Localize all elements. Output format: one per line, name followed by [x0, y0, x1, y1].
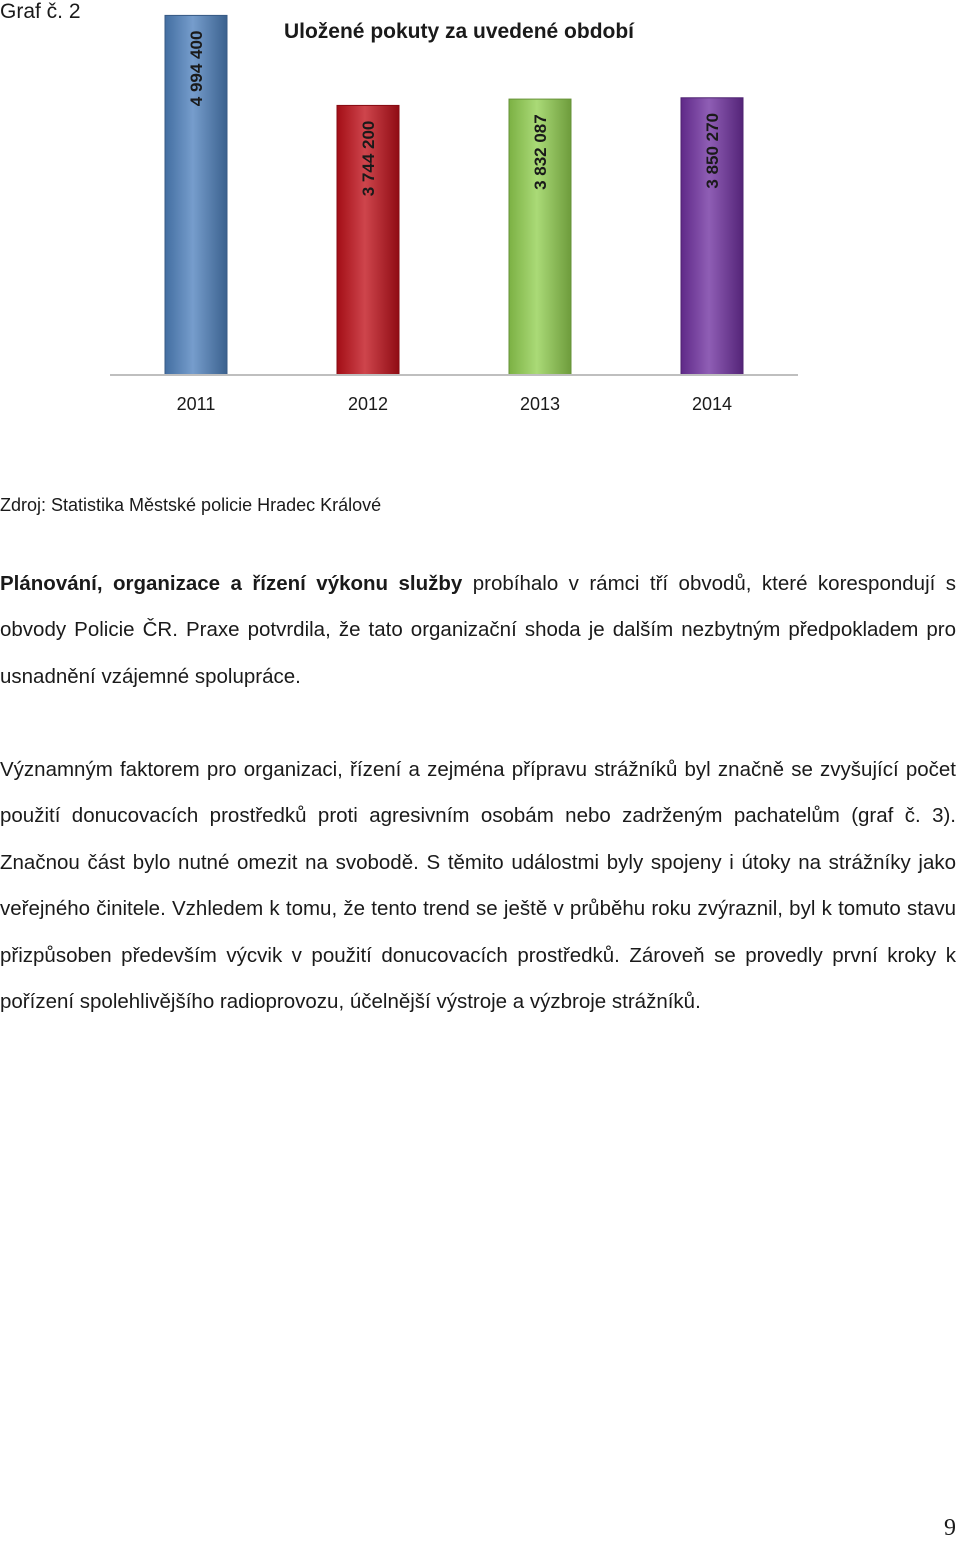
x-tick-label-2014: 2014 — [691, 394, 733, 414]
x-tick-label-2012: 2012 — [347, 394, 389, 414]
graph-label: Graf č. 2 — [0, 0, 81, 23]
chart-source: Zdroj: Statistika Městské policie Hradec Králové — [0, 495, 382, 515]
paragraph-planning-bold: Plánování, organizace a řízení výkonu služby — [0, 572, 463, 595]
x-tick-labels — [177, 394, 732, 414]
x-tick-label-2011: 2011 — [176, 394, 216, 414]
page-number: 9 — [944, 1515, 956, 1541]
bar-value-label-2011: 4 994 400 — [187, 30, 206, 107]
paragraph-factors: Významným faktorem pro organizaci, řízení a zejména přípravu strážníků byl značně se zvyšující počet použití donucovacích prostředků proti agresivním osobám nebo zadrženým pachatelům (graf č. 3). Značnou část bylo nutné omezit na svobodě. S těmito událostmi byly spojeny i útoky na strážníky jako veřejného činitele. Vzhledem k tomu, že tento trend se ještě v průběhu roku zvýraznil, byl k tomuto stavu přizpůsoben především výcvik v použití donucovacích prostředků. Zároveň se provedly první kroky k pořízení spolehlivějšího radioprovozu, účelnější výstroje a výzbroje strážníků. — [0, 758, 956, 1014]
x-tick-label-2013: 2013 — [519, 394, 561, 414]
bar-value-label-2013: 3 832 087 — [531, 114, 550, 190]
bars-layer — [165, 15, 743, 375]
bar-value-label-2012: 3 744 200 — [359, 120, 378, 197]
paragraph-planning-text: probíhalo v rámci tří obvodů, které korespondují s obvody Policie ČR. Praxe potvrdila, že tato organizační shoda je dalším nezbytným předpokladem pro usnadnění vzájemné spolupráce. — [0, 572, 957, 688]
fines-bar-chart — [0, 0, 960, 440]
chart-canvas — [0, 0, 960, 440]
chart-title: Uložené pokuty za uvedené období — [283, 20, 635, 43]
bar-value-label-2014: 3 850 270 — [703, 112, 722, 189]
paragraph-planning — [0, 561, 956, 700]
